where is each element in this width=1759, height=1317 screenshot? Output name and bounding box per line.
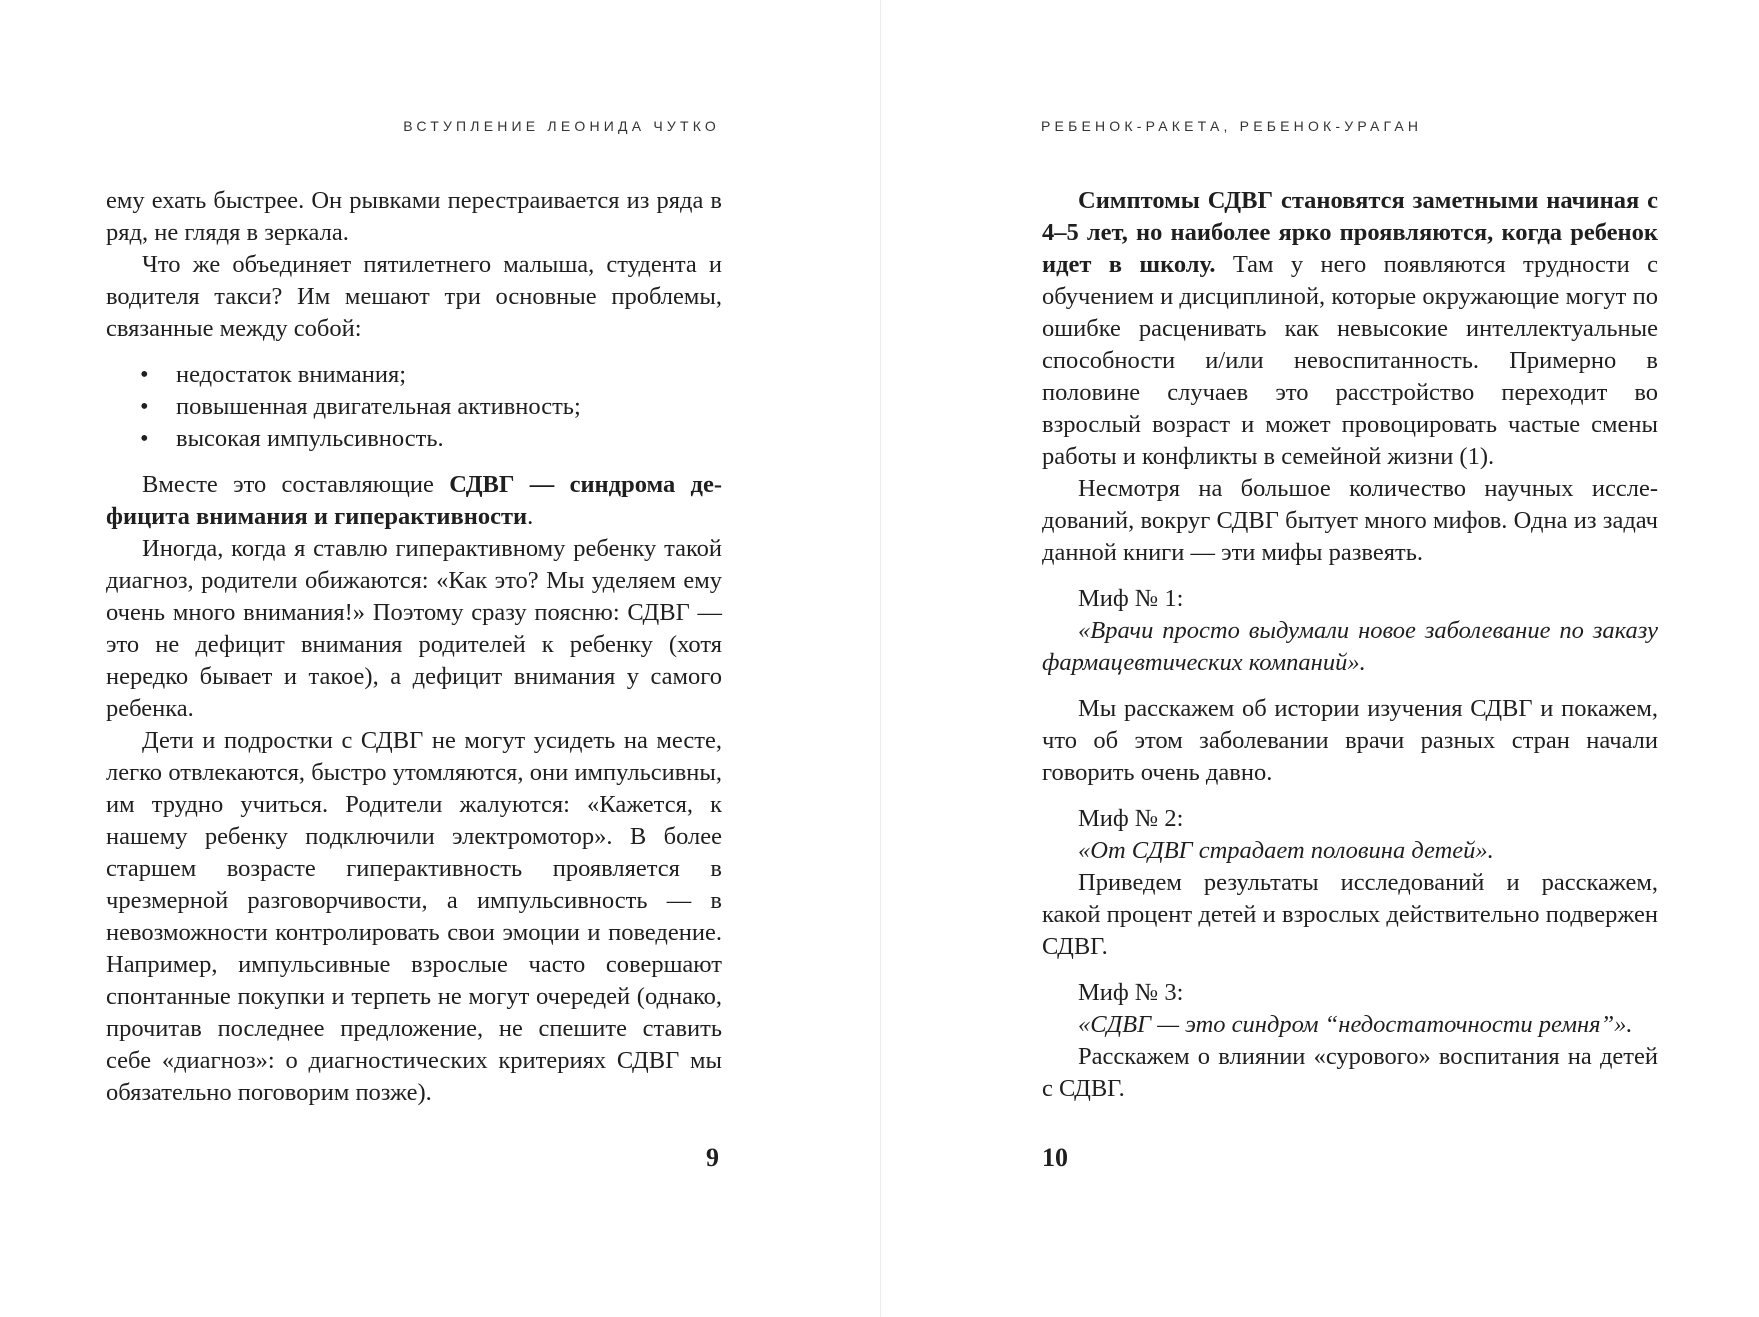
paragraph: Что же объединяет пятилетнего малыша, студента и водителя такси? Им мешают три основные проблемы, связанные между собой: [106, 251, 722, 342]
symptom-list [106, 359, 722, 455]
left-running-head: ВСТУПЛЕНИЕ ЛЕОНИДА ЧУТКО [403, 118, 720, 134]
paragraph-text: Вместе это составляющие [142, 471, 450, 498]
list-item [106, 423, 722, 455]
paragraph [1042, 185, 1658, 473]
myth-quote: «СДВГ — это синдром “недостаточности ремня”». [1078, 1011, 1633, 1038]
paragraph-text: . [527, 503, 534, 530]
myth-answer: Расскажем о влиянии «сурового» воспитания на детей с СДВГ. [1042, 1043, 1658, 1102]
myth-label: Миф № 3: [1078, 979, 1184, 1006]
myth-answer: Мы расскажем об истории изучения СДВГ и покажем, что об этом заболевании врачи разных стран начали говорить очень давно. [1042, 695, 1658, 786]
left-page-body [106, 185, 722, 1109]
myth-quote: «От СДВГ страдает половина детей». [1078, 837, 1494, 864]
list-item-text: высокая импульсивность. [176, 425, 444, 452]
right-running-head: РЕБЕНОК-РАКЕТА, РЕБЕНОК-УРАГАН [1041, 118, 1423, 134]
page-number: 10 [1042, 1143, 1068, 1172]
myth-label: Миф № 1: [1078, 585, 1184, 612]
list-item-text: недостаток внимания; [176, 361, 407, 388]
myth-quote: «Врачи просто выдумали новое заболевание по заказу фармацевтических компаний». [1042, 617, 1658, 676]
bold-lead: Симптомы СДВГ становятся заметными начиная с 4–5 лет, но наиболее ярко проявляются, когда ребенок идет в школу. [1042, 187, 1658, 278]
paragraph-text: Там у него появляются трудности с обучением и дисциплиной, которые окружающие могут по ошибке расценивать как невысокие интеллектуальные способности и/или невоспитанность. Примерно в половине случаев это расстройство переходит во взрослый возраст и может провоцировать частые смены работы и конфликты в семейной жизни (1). [1042, 251, 1658, 470]
myth-label: Миф № 2: [1078, 805, 1184, 832]
paragraph: Дети и подростки с СДВГ не могут усидеть на месте, легко отвлекаются, быстро утомляются, они импульсивны, им трудно учиться. Родители жалуются: «Кажется, к нашему ребенку подключили электромотор». В более старшем возрасте гиперактивность проявляется в чрезмерной разговорчивости, а импульсивность — в невозможности контролировать свои эмоции и поведение. Например, импульсивные взрослые часто совершают спонтанные покупки и терпеть не могут очередей (однако, прочитав последнее предложение, не спешите ставить себе «диагноз»: о диагностических критериях СДВГ мы обязательно поговорим позже). [106, 727, 722, 1106]
bullet-icon: • [140, 361, 149, 388]
paragraph: Иногда, когда я ставлю гиперактивному ребенку такой диагноз, родители обижаются: «Как это? Мы уделяем ему очень много внимания!» Поэтому сразу поясню: СДВГ — это не дефицит внимания родителей к ребенку (хотя нередко бывает и такое), а дефицит внимания у самого ребенка. [106, 535, 722, 722]
myth-block [1042, 977, 1658, 1105]
list-item [106, 359, 722, 391]
myth-block [1042, 583, 1658, 789]
paragraph: Несмотря на большое количество научных исследований, вокруг СДВГ бытует много мифов. Одна из задач данной книги — эти мифы развеять. [1042, 475, 1658, 566]
right-page [881, 0, 1759, 1317]
paragraph: ему ехать быстрее. Он рывками перестраивается из ряда в ряд, не глядя в зеркала. [106, 187, 722, 246]
paragraph [106, 469, 722, 533]
myth-block [1042, 803, 1658, 963]
bullet-icon: • [140, 425, 149, 452]
myth-answer: Приведем результаты исследований и расскажем, какой процент детей и взрослых действительно подвержен СДВГ. [1042, 869, 1658, 960]
page-number: 9 [706, 1143, 719, 1172]
right-page-body [1042, 185, 1658, 1105]
list-item [106, 391, 722, 423]
list-item-text: повышенная двигательная активность; [176, 393, 581, 420]
bullet-icon: • [140, 393, 149, 420]
bold-definition: СДВГ — синдрома дефицита внимания и гиперактивности [106, 471, 722, 530]
